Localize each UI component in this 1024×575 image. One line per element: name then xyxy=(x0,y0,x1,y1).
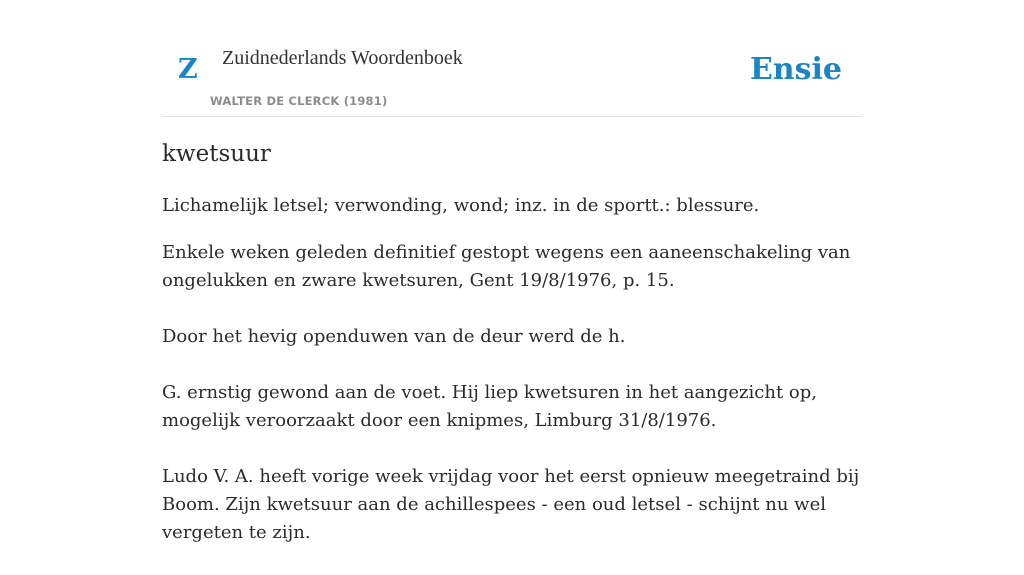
dictionary-author: WALTER DE CLERCK (1981) xyxy=(210,94,388,108)
headword: kwetsuur xyxy=(162,141,271,167)
page xyxy=(162,0,862,543)
examples-list xyxy=(162,239,862,575)
dictionary-header xyxy=(162,0,862,117)
dictionary-title[interactable]: Zuidnederlands Woordenboek xyxy=(222,47,463,69)
example-quote: Enkele weken geleden definitief gestopt wegens een aaneenschakeling van ongelukken en zware kwetsuren, Gent 19/8/1976, p. 15. xyxy=(162,242,851,291)
dictionary-logo[interactable]: Z xyxy=(178,54,198,85)
definition: Lichamelijk letsel; verwonding, wond; inz. in de sportt.: blessure. xyxy=(162,195,760,216)
example-quote: G. ernstig gewond aan de voet. Hij liep kwetsuren in het aangezicht op, mogelijk veroorzaakt door een knipmes, Limburg 31/8/1976. xyxy=(162,382,817,431)
brand-logo-link[interactable]: Ensie xyxy=(749,52,842,87)
example-quote: Ludo V. A. heeft vorige week vrijdag voor het eerst opnieuw meegetraind bij Boom. Zijn kwetsuur aan de achillespees - een oud letsel - schijnt nu wel vergeten te zijn. xyxy=(162,466,860,543)
example-quote: Door het hevig openduwen van de deur werd de h. xyxy=(162,326,626,347)
